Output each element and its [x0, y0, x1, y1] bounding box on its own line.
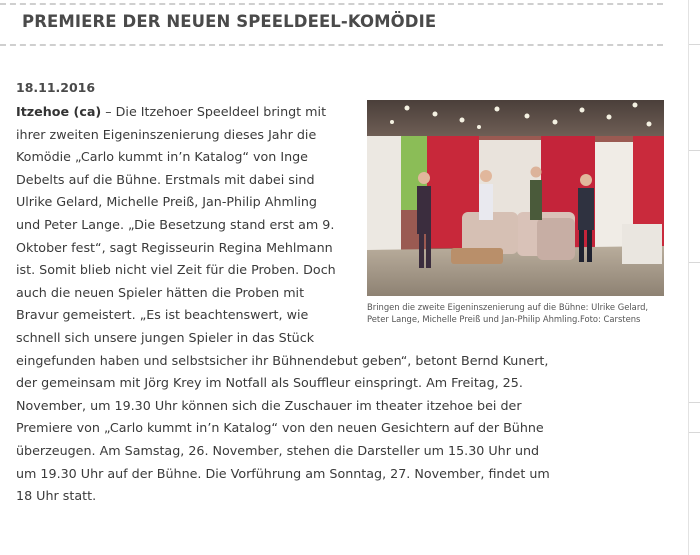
- header-top-divider: [0, 3, 663, 5]
- body-line: Premiere von „Carlo kummt in’n Katalog“ von den neuen Gesichtern auf der Bühne: [16, 420, 544, 436]
- caption-line: Bringen die zweite Eigeninszenierung auf die Bühne: Ulrike Gelard,: [367, 302, 649, 312]
- body-line: Bravur gemeistert. „Es ist beachtenswert, wie: [16, 307, 309, 323]
- page-title: PREMIERE DER NEUEN SPEELDEEL-KOMÖDIE: [22, 12, 437, 31]
- caption-line: Peter Lange, Michelle Preiß und Jan-Philip Ahmling.Foto: Carstens: [367, 314, 641, 324]
- sidebar-divider: [689, 44, 700, 45]
- body-line: ihrer zweiten Eigeninszenierung dieses Jahr die: [16, 126, 317, 142]
- photo-caption: [367, 301, 667, 325]
- body-line: November, um 19.30 Uhr können sich die Zuschauer im theater itzehoe bei der: [16, 397, 522, 413]
- body-line: Debelts auf die Bühne. Erstmals mit dabei sind: [16, 171, 315, 187]
- article-date: 18.11.2016: [16, 80, 96, 95]
- sidebar-divider: [689, 402, 700, 403]
- header-bottom-divider: [0, 44, 663, 46]
- body-line: 18 Uhr statt.: [16, 488, 97, 504]
- stage-photo-illustration: [367, 100, 664, 296]
- body-line: um 19.30 Uhr auf der Bühne. Die Vorführung am Sonntag, 27. November, findet um: [16, 465, 550, 481]
- body-line: ist. Somit blieb nicht viel Zeit für die Proben. Doch: [16, 262, 336, 278]
- article-photo: [367, 100, 664, 296]
- article-header: [0, 0, 663, 44]
- body-line-text: – Die Itzehoer Speeldeel bringt mit: [101, 104, 327, 119]
- body-line: eingefunden haben und selbstsicher ihr Bühnendebut geben“, betont Bernd Kunert,: [16, 352, 549, 368]
- body-line: auch die neuen Spieler hätten die Proben mit: [16, 284, 305, 300]
- sidebar-divider: [689, 262, 700, 263]
- body-line: überzeugen. Am Samstag, 26. November, stehen die Darsteller um 15.30 Uhr und: [16, 443, 540, 458]
- sidebar-divider: [689, 150, 700, 151]
- body-line: Ulrike Gelard, Michelle Preiß, Jan-Philip Ahmling: [16, 194, 317, 210]
- body-line: der gemeinsam mit Jörg Krey im Notfall als Souffleur einspringt. Am Freitag, 25.: [16, 375, 523, 391]
- body-line: schnell sich unsere jungen Spieler in das Stück: [16, 330, 315, 345]
- body-line: Komödie „Carlo kummt in’n Katalog“ von Inge: [16, 149, 308, 165]
- body-line: [16, 104, 326, 120]
- article-lead: Itzehoe (ca): [16, 104, 102, 119]
- body-line: und Peter Lange. „Die Besetzung stand erst am 9.: [16, 217, 335, 232]
- body-line: Oktober fest“, sagt Regisseurin Regina Mehlmann: [16, 239, 333, 255]
- sidebar-divider: [689, 432, 700, 433]
- right-sidebar-edge: [688, 0, 700, 555]
